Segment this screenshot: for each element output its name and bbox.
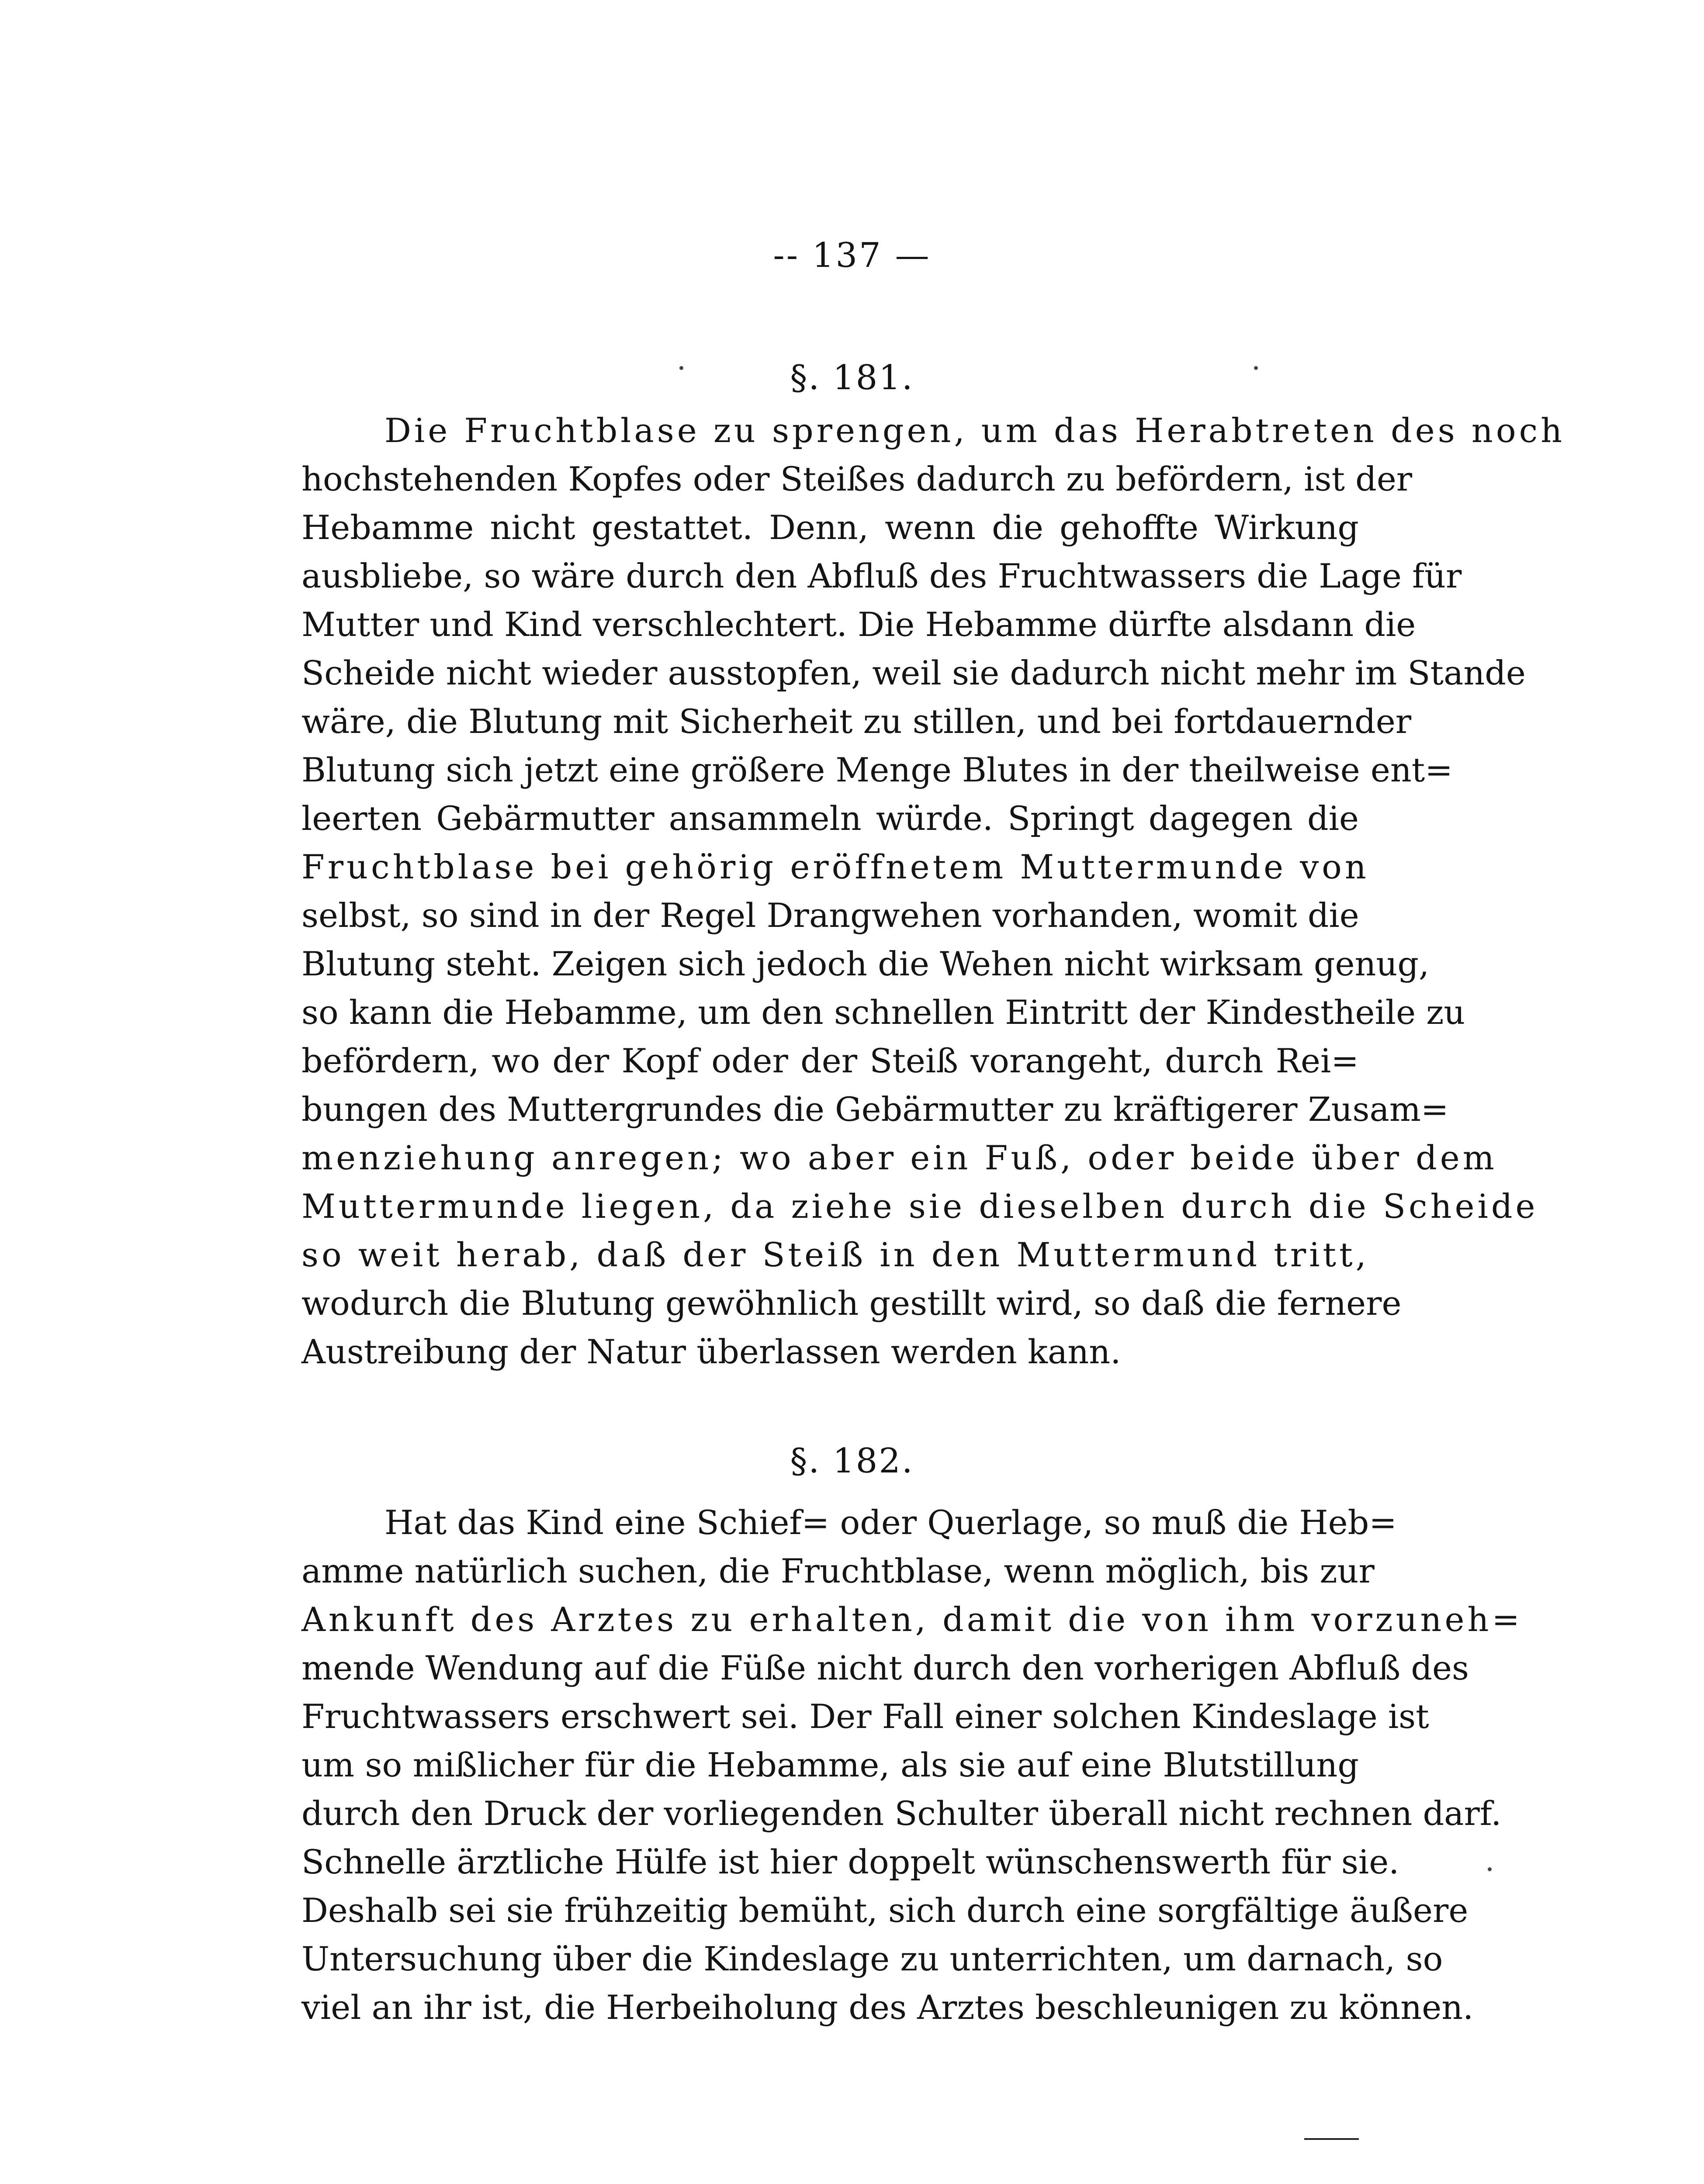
- text-line: Ankunft des Arztes zu erhalten, damit die von ihm vorzuneh=: [301, 1600, 1523, 1639]
- text-line: wäre, die Blutung mit Sicherheit zu stillen, und bei fortdauernder: [301, 702, 1412, 741]
- text-line: Hat das Kind eine Schief= oder Querlage, so muß die Heb=: [384, 1503, 1397, 1542]
- text-line: Austreibung der Natur überlassen werden kann.: [301, 1332, 1121, 1371]
- page-number: -- 137 —: [773, 236, 931, 275]
- text-line: Scheide nicht wieder ausstopfen, weil sie dadurch nicht mehr im Stande: [301, 653, 1526, 692]
- text-line: leerten Gebärmutter ansammeln würde. Springt dagegen die: [301, 799, 1359, 838]
- text-line: Deshalb sei sie frühzeitig bemüht, sich durch eine sorgfältige äußere: [301, 1891, 1468, 1930]
- section-182-body: [301, 1498, 1523, 2032]
- text-line: Muttermunde liegen, da ziehe sie dieselben durch die Scheide: [301, 1187, 1538, 1226]
- text-line: amme natürlich suchen, die Fruchtblase, wenn möglich, bis zur: [301, 1552, 1375, 1590]
- text-line: Schnelle ärztliche Hülfe ist hier doppelt wünschenswerth für sie.: [301, 1842, 1399, 1881]
- end-rule: [1304, 2138, 1359, 2140]
- text-line: Blutung steht. Zeigen sich jedoch die Wehen nicht wirksam genug,: [301, 944, 1430, 983]
- text-line: viel an ihr ist, die Herbeiholung des Arztes beschleunigen zu können.: [301, 1988, 1474, 2027]
- text-line: mende Wendung auf die Füße nicht durch den vorherigen Abfluß des: [301, 1648, 1469, 1687]
- text-line: selbst, so sind in der Regel Drangwehen vorhanden, womit die: [301, 896, 1359, 935]
- text-line: Blutung sich jetzt eine größere Menge Blutes in der theilweise ent=: [301, 750, 1453, 789]
- text-line: menziehung anregen; wo aber ein Fuß, oder beide über dem: [301, 1138, 1497, 1177]
- text-line: um so mißlicher für die Hebamme, als sie auf eine Blutstillung: [301, 1745, 1359, 1784]
- text-line: wodurch die Blutung gewöhnlich gestillt wird, so daß die fernere: [301, 1284, 1402, 1323]
- text-line: Hebamme nicht gestattet. Denn, wenn die gehoffte Wirkung: [301, 508, 1359, 547]
- text-line: bungen des Muttergrundes die Gebärmutter zu kräftigerer Zusam=: [301, 1090, 1449, 1129]
- section-181-body: [301, 406, 1565, 1376]
- section-heading-181: §. 181.: [790, 358, 914, 397]
- section-heading-182: §. 182.: [790, 1441, 914, 1481]
- text-line: Mutter und Kind verschlechtert. Die Hebamme dürfte alsdann die: [301, 605, 1416, 644]
- text-line: Untersuchung über die Kindeslage zu unterrichten, um darnach, so: [301, 1939, 1443, 1978]
- text-line: Fruchtblase bei gehörig eröffnetem Muttermunde von: [301, 847, 1369, 886]
- text-line: so weit herab, daß der Steiß in den Muttermund tritt,: [301, 1235, 1369, 1274]
- text-line: hochstehenden Kopfes oder Steißes dadurch zu befördern, ist der: [301, 460, 1413, 498]
- ink-speck: [1488, 1867, 1492, 1871]
- text-line: durch den Druck der vorliegenden Schulter überall nicht rechnen darf.: [301, 1794, 1502, 1833]
- text-line: ausbliebe, so wäre durch den Abfluß des Fruchtwassers die Lage für: [301, 556, 1462, 595]
- text-line: Die Fruchtblase zu sprengen, um das Herabtreten des noch: [384, 411, 1565, 450]
- text-line: so kann die Hebamme, um den schnellen Eintritt der Kindestheile zu: [301, 993, 1465, 1032]
- text-line: Fruchtwassers erschwert sei. Der Fall einer solchen Kindeslage ist: [301, 1697, 1429, 1736]
- text-line: befördern, wo der Kopf oder der Steiß vorangeht, durch Rei=: [301, 1041, 1359, 1080]
